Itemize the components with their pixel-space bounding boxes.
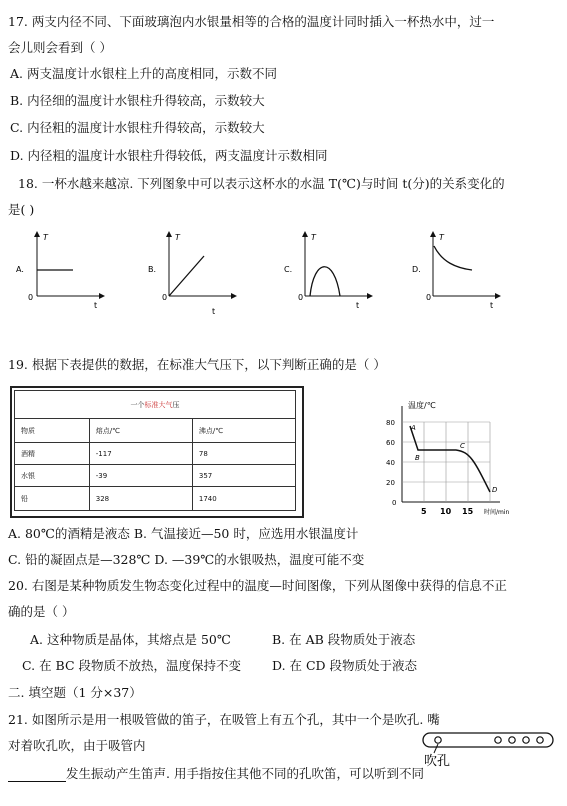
q19-cell: 78: [192, 443, 295, 465]
q18-graph-c: [284, 233, 370, 310]
q20-option-a: A. 这种物质是晶体，其熔点是 50℃: [30, 632, 231, 647]
q19-options-ab: A. 80℃的酒精是液态 B. 气温接近—50 时，应选用水银温度计: [8, 526, 359, 541]
phase-graph-point-b: B: [415, 454, 420, 462]
q19-cell: 357: [192, 465, 295, 487]
phase-graph-xtick: 5: [421, 507, 427, 516]
q18-graph-d: [412, 233, 498, 310]
q17-stem-line1: 17. 两支内径不同、下面玻璃泡内水银量相等的合格的温度计同时插入一杯热水中，过一: [8, 14, 495, 29]
q18-graph-b-label: B.: [148, 265, 157, 274]
q18-graph-d-origin: 0: [426, 293, 432, 302]
q18-graph-b-axis-x: t: [212, 307, 216, 316]
q18-stem-line2: 是( ): [8, 202, 35, 217]
phase-graph-point-c: C: [460, 442, 465, 450]
q18-graphs: [10, 228, 540, 316]
finger-hole-icon: [495, 737, 501, 743]
q19-stem: 19. 根据下表提供的数据，在标准大气压下，以下判断正确的是（ ）: [8, 357, 386, 372]
q20-stem-line2: 确的是（ ）: [8, 604, 75, 619]
q18-graph-a-axis-x: t: [94, 301, 98, 310]
phase-graph-ytick: 0: [392, 499, 397, 507]
q19-header-boiling: 沸点/℃: [192, 419, 295, 443]
q17-option-a: A. 两支温度计水银柱上升的高度相同，示数不同: [10, 66, 277, 81]
q21-stem-line3: 发生振动产生笛声. 用手指按住其他不同的孔吹笛，可以听到不同: [8, 766, 424, 782]
q18-graph-a-origin: 0: [28, 293, 34, 302]
q19-cell: 1740: [192, 487, 295, 511]
phase-graph-xtick: 10: [440, 507, 452, 516]
q18-graph-c-origin: 0: [298, 293, 304, 302]
table-row: [15, 443, 296, 465]
q18-graph-d-label: D.: [412, 265, 421, 274]
phase-graph-ytick: 20: [386, 479, 395, 487]
finger-hole-icon: [509, 737, 515, 743]
q17-option-b: B. 内径细的温度计水银柱升得较高，示数较大: [10, 93, 265, 108]
q17-option-d: D. 内径粗的温度计水银柱升得较低，两支温度计示数相同: [10, 148, 328, 163]
q19-options-cd: C. 铅的凝固点是—328℃ D. —39℃的水银吸热，温度可能不变: [8, 552, 365, 567]
q20-option-b: B. 在 AB 段物质处于液态: [272, 632, 416, 647]
q18-graph-a-label: A.: [16, 265, 24, 274]
finger-hole-icon: [537, 737, 543, 743]
phase-graph-xtick: 15: [462, 507, 474, 516]
q18-graph-b-axis-t: T: [175, 233, 180, 242]
q19-cell: -117: [89, 443, 192, 465]
q18-graph-d-axis-x: t: [490, 301, 494, 310]
phase-graph-xlabel: 时间/min: [484, 509, 510, 516]
q19-table-title: 一个标准大气压: [15, 391, 296, 419]
blow-hole-icon: [435, 737, 441, 743]
q21-stem-line2: 对着吹孔吹，由于吸管内: [8, 738, 146, 753]
q17-option-c: C. 内径粗的温度计水银柱升得较高，示数较大: [10, 120, 265, 135]
phase-graph-ytick: 80: [386, 419, 395, 427]
q21-answer-blank[interactable]: [8, 769, 66, 782]
table-row: [15, 487, 296, 511]
phase-graph-ylabel: 温度/℃: [408, 401, 436, 410]
q19-header-melting: 熔点/℃: [89, 419, 192, 443]
q19-header-substance: 物质: [15, 419, 90, 443]
q19-cell: 328: [89, 487, 192, 511]
q18-graph-b: [148, 233, 234, 316]
phase-change-graph: [380, 398, 550, 520]
q18-graph-d-axis-t: T: [439, 233, 444, 242]
q20-stem-line1: 20. 右图是某种物质发生物态变化过程中的温度—时间图像，下列从图像中获得的信息不正: [8, 578, 507, 593]
q19-cell: 铅: [15, 487, 90, 511]
phase-graph-ytick: 60: [386, 439, 395, 447]
q18-graph-c-label: C.: [284, 265, 293, 274]
q20-option-c: C. 在 BC 段物质不放热，温度保持不变: [22, 658, 241, 673]
section2-title: 二. 填空题（1 分×37）: [8, 685, 142, 700]
q18-stem-line1: 18. 一杯水越来越凉. 下列图象中可以表示这杯水的水温 T(℃)与时间 t(分)的关系变化的: [18, 176, 505, 191]
q17-stem-line2: 会儿则会看到（ ）: [8, 40, 112, 55]
table-row: [15, 465, 296, 487]
flute-label: 吹孔: [424, 754, 451, 769]
q19-cell: 水银: [15, 465, 90, 487]
q18-graph-b-origin: 0: [162, 293, 168, 302]
q20-option-d: D. 在 CD 段物质处于液态: [272, 658, 418, 673]
flute-figure: [420, 729, 560, 769]
phase-graph-point-a: A: [411, 424, 416, 432]
finger-hole-icon: [523, 737, 529, 743]
phase-graph-ytick: 40: [386, 459, 395, 467]
q19-cell: -39: [89, 465, 192, 487]
q18-graph-c-axis-x: t: [356, 301, 360, 310]
q18-graph-a: [16, 233, 102, 310]
q21-stem-line1: 21. 如图所示是用一根吸管做的笛子，在吸管上有五个孔，其中一个是吹孔. 嘴: [8, 712, 440, 727]
q19-data-table: [14, 390, 296, 511]
q18-graph-a-axis-t: T: [43, 233, 48, 242]
phase-graph-point-d: D: [492, 486, 498, 494]
q19-cell: 酒精: [15, 443, 90, 465]
q18-graph-c-axis-t: T: [311, 233, 316, 242]
